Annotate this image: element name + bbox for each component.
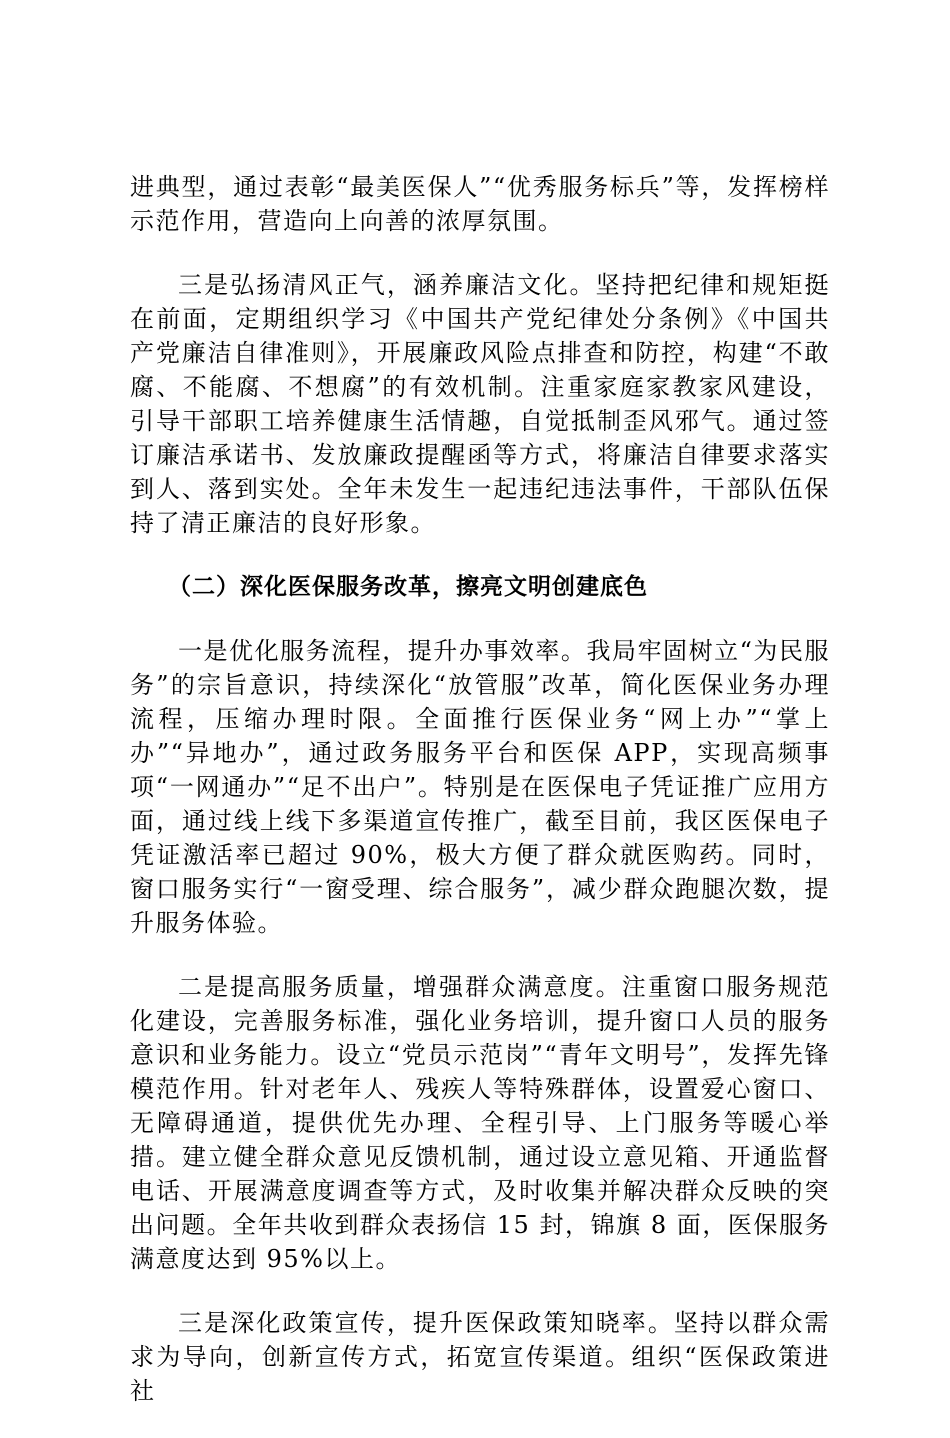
document-body bbox=[130, 170, 830, 1438]
section-heading: （二）深化医保服务改革，擦亮文明创建底色 bbox=[168, 574, 648, 600]
paragraph-anti-corruption-culture: 三是弘扬清风正气，涵养廉洁文化。坚持把纪律和规矩挺在前面，定期组织学习《中国共产党纪律处分条例》《中国共产党廉洁自律准则》，开展廉政风险点排查和防控，构建“不敢腐、不能腐、不想腐”的有效机制。注重家庭家教家风建设，引导干部职工培养健康生活情趣，自觉抵制歪风邪气。通过签订廉洁承诺书、发放廉政提醒函等方式，将廉洁自律要求落实到人、落到实处。全年未发生一起违纪违法事件，干部队伍保持了清正廉洁的良好形象。 bbox=[130, 271, 830, 537]
paragraph-policy-publicity: 三是深化政策宣传，提升医保政策知晓率。坚持以群众需求为导向，创新宣传方式，拓宽宣传渠道。组织“医保政策进社 bbox=[130, 1309, 830, 1405]
paragraph-optimize-service-process: 一是优化服务流程，提升办事效率。我局牢固树立“为民服务”的宗旨意识，持续深化“放管服”改革，简化医保业务办理流程，压缩办理时限。全面推行医保业务“网上办”“掌上办”“异地办”，通过政务服务平台和医保 APP，实现高频事项“一网通办”“足不出户”。特别是在医保电子凭证推广应用方面，通过线上线下多渠道宣传推广，截至目前，我区医保电子凭证激活率已超过 90%，极大方便了群众就医购药。同时，窗口服务实行“一窗受理、综合服务”，减少群众跑腿次数，提升服务体验。 bbox=[130, 637, 830, 937]
paragraph-continuation: 进典型，通过表彰“最美医保人”“优秀服务标兵”等，发挥榜样示范作用，营造向上向善的浓厚氛围。 bbox=[130, 173, 830, 235]
paragraph-improve-service-quality: 二是提高服务质量，增强群众满意度。注重窗口服务规范化建设，完善服务标准，强化业务培训，提升窗口人员的服务意识和业务能力。设立“党员示范岗”“青年文明号”，发挥先锋模范作用。针对老年人、残疾人等特殊群体，设置爱心窗口、无障碍通道，提供优先办理、全程引导、上门服务等暖心举措。建立健全群众意见反馈机制，通过设立意见箱、开通监督电话、开展满意度调查等方式，及时收集并解决群众反映的突出问题。全年共收到群众表扬信 15 封，锦旗 8 面，医保服务满意度达到 95%以上。 bbox=[130, 973, 830, 1273]
